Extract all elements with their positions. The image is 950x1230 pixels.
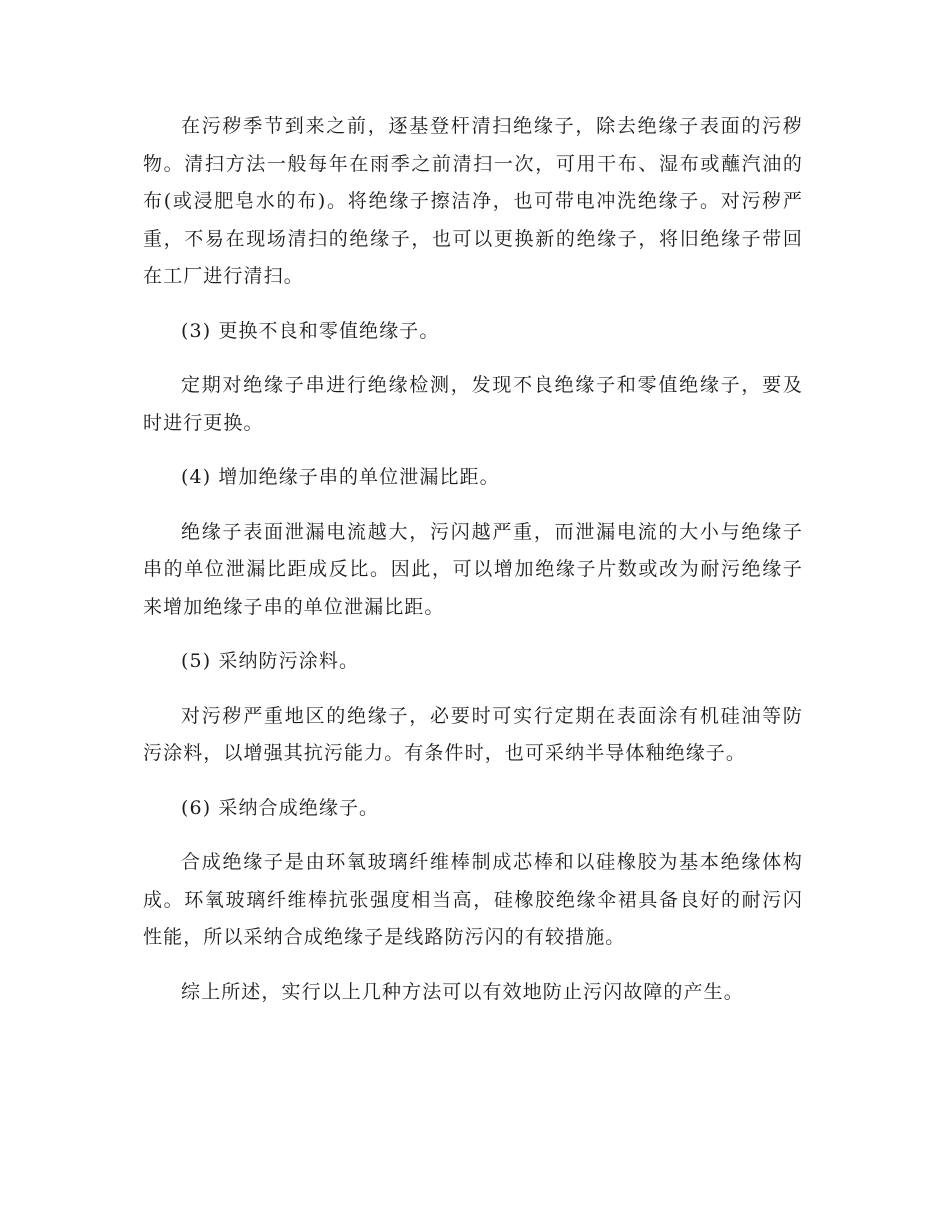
document-body — [143, 108, 803, 1011]
paragraph-cleaning: 在污秽季节到来之前，逐基登杆清扫绝缘子，除去绝缘子表面的污秽物。清扫方法一般每年在雨季之前清扫一次，可用干布、湿布或蘸汽油的布(或浸肥皂水的布)。将绝缘子擦洁净，也可带电冲洗绝缘子。对污秽严重，不易在现场清扫的绝缘子，也可以更换新的绝缘子，将旧绝缘子带回在工厂进行清扫。 — [143, 115, 803, 287]
section-heading-6: (6) 采纳合成绝缘子。 — [181, 796, 380, 819]
paragraph-antifouling-coating: 对污秽严重地区的绝缘子，必要时可实行定期在表面涂有机硅油等防污涂料，以增强其抗污能力。有条件时，也可采纳半导体釉绝缘子。 — [143, 704, 803, 764]
paragraph-composite-insulators: 合成绝缘子是由环氧玻璃纤维棒制成芯棒和以硅橡胶为基本绝缘体构成。环氧玻璃纤维棒抗张强度相当高，硅橡胶绝缘伞裙具备良好的耐污闪性能，所以采纳合成绝缘子是线路防污闪的有较措施。 — [143, 851, 803, 948]
paragraph-summary: 综上所述，实行以上几种方法可以有效地防止污闪故障的产生。 — [181, 980, 744, 1003]
paragraph-leakage-distance: 绝缘子表面泄漏电流越大，污闪越严重，而泄漏电流的大小与绝缘子串的单位泄漏比距成反比。因此，可以增加绝缘子片数或改为耐污绝缘子来增加绝缘子串的单位泄漏比距。 — [143, 520, 803, 618]
section-heading-5: (5) 采纳防污涂料。 — [181, 650, 360, 672]
paragraph-replace-insulators: 定期对绝缘子串进行绝缘检测，发现不良绝缘子和零值绝缘子，要及时进行更换。 — [143, 374, 803, 434]
section-heading-3: (3) 更换不良和零值绝缘子。 — [181, 319, 440, 342]
section-heading-4: (4) 增加绝缘子串的单位泄漏比距。 — [181, 466, 500, 488]
